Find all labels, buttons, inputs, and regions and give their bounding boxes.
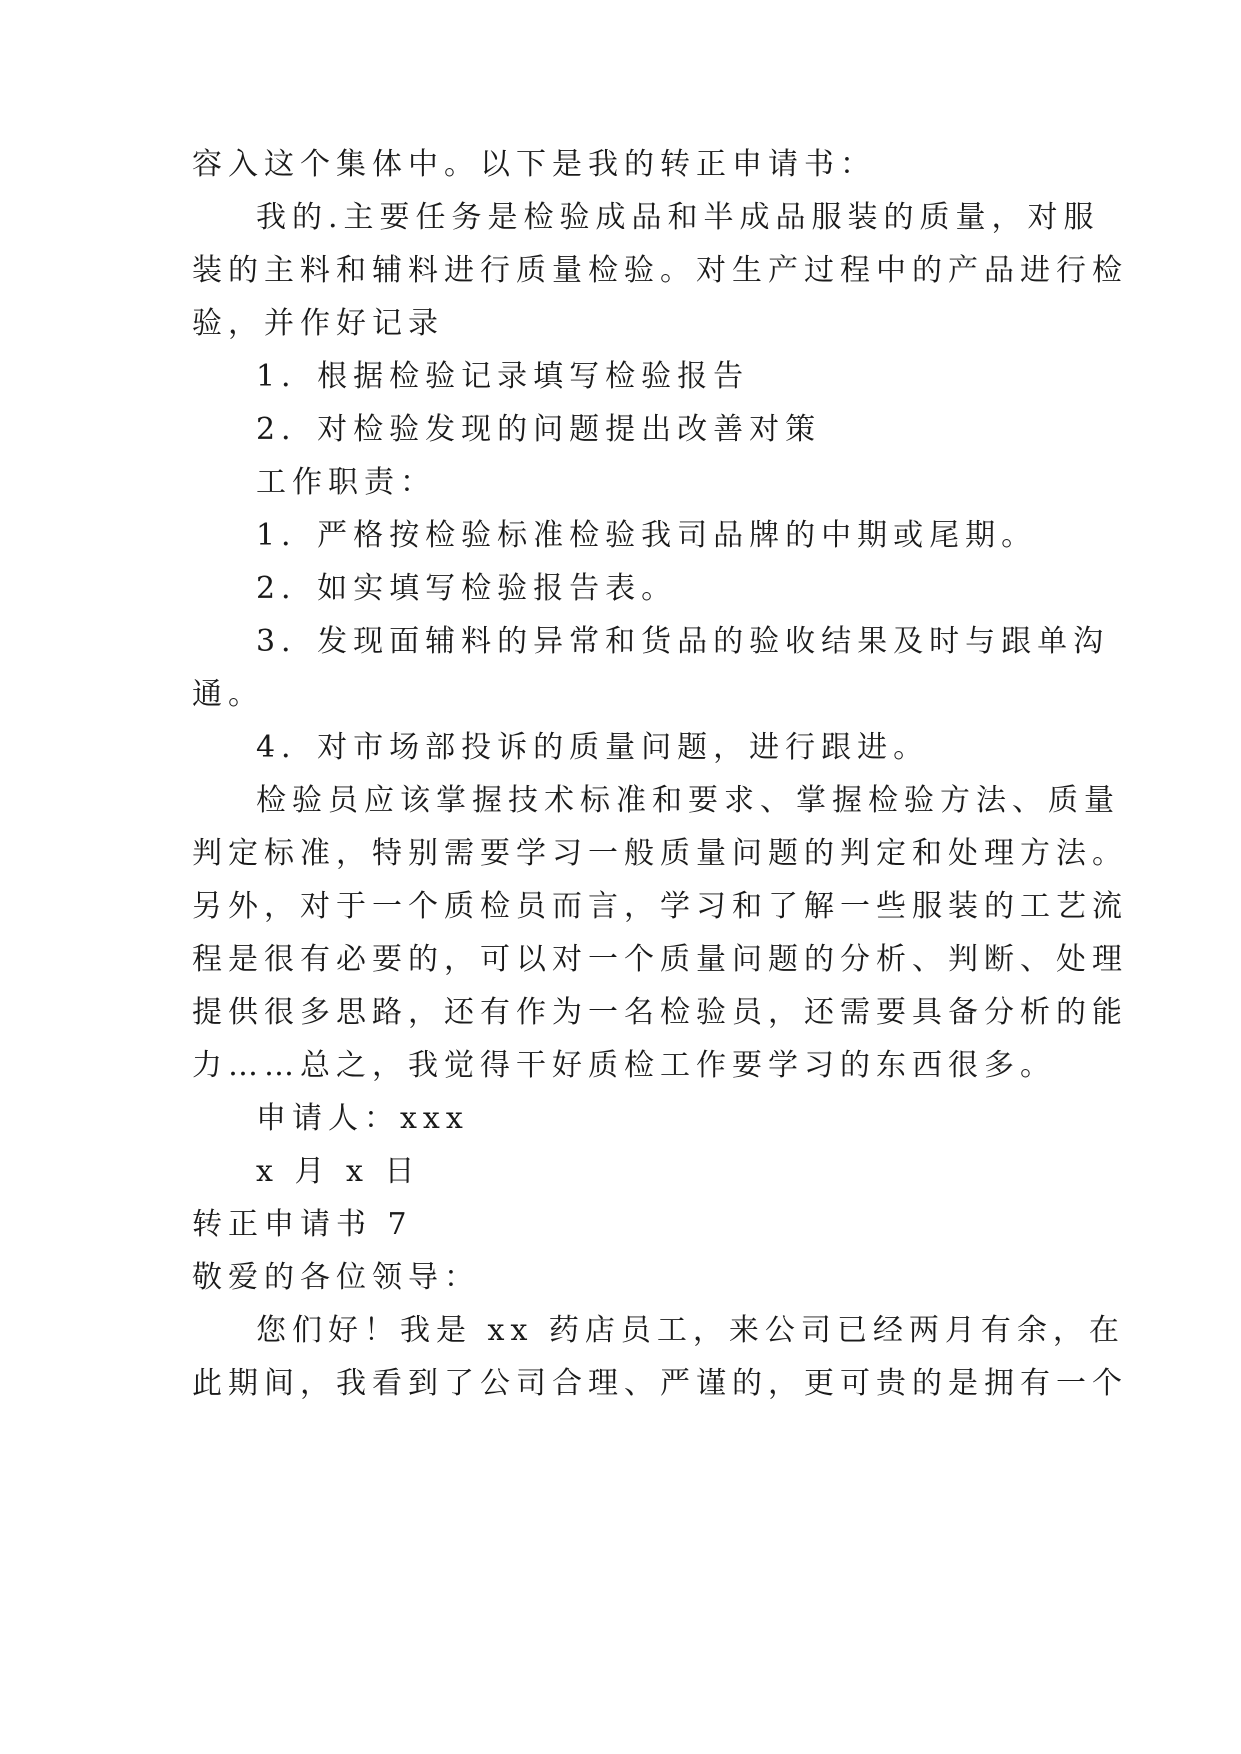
- body-line: 程是很有必要的，可以对一个质量问题的分析、判断、处理: [192, 942, 1128, 977]
- numbered-item: 1．根据检验记录填写检验报告: [256, 359, 750, 394]
- paragraph-first-line: 我的.主要任务是检验成品和半成品服装的质量，对服: [256, 200, 1100, 235]
- numbered-item: 4．对市场部投诉的质量问题，进行跟进。: [256, 730, 930, 765]
- salutation: 敬爱的各位领导：: [192, 1260, 480, 1295]
- body-line: 此期间，我看到了公司合理、严谨的，更可贵的是拥有一个: [192, 1366, 1128, 1401]
- body-line: 装的主料和辅料进行质量检验。对生产过程中的产品进行检: [192, 253, 1128, 288]
- signature-applicant: 申请人：xxx: [256, 1101, 469, 1136]
- body-line: 通。: [192, 677, 264, 712]
- numbered-item: 1．严格按检验标准检验我司品牌的中期或尾期。: [256, 518, 1038, 553]
- paragraph-first-line: 检验员应该掌握技术标准和要求、掌握检验方法、质量: [256, 783, 1120, 818]
- document-title: 转正申请书 7: [192, 1207, 413, 1242]
- body-line: 判定标准，特别需要学习一般质量问题的判定和处理方法。: [192, 836, 1128, 871]
- section-heading: 工作职责：: [256, 465, 436, 500]
- numbered-item: 3．发现面辅料的异常和货品的验收结果及时与跟单沟: [256, 624, 1110, 659]
- numbered-item: 2．如实填写检验报告表。: [256, 571, 678, 606]
- numbered-item: 2．对检验发现的问题提出改善对策: [256, 412, 822, 447]
- signature-date: x 月 x 日: [256, 1154, 421, 1189]
- body-line: 提供很多思路，还有作为一名检验员，还需要具备分析的能: [192, 995, 1128, 1030]
- body-line: 另外，对于一个质检员而言，学习和了解一些服装的工艺流: [192, 889, 1128, 924]
- body-line: 力……总之，我觉得干好质检工作要学习的东西很多。: [192, 1048, 1056, 1083]
- paragraph-first-line: 您们好！我是 xx 药店员工，来公司已经两月有余，在: [256, 1313, 1125, 1348]
- body-line: 验，并作好记录: [192, 306, 444, 341]
- body-line: 容入这个集体中。以下是我的转正申请书：: [192, 147, 876, 182]
